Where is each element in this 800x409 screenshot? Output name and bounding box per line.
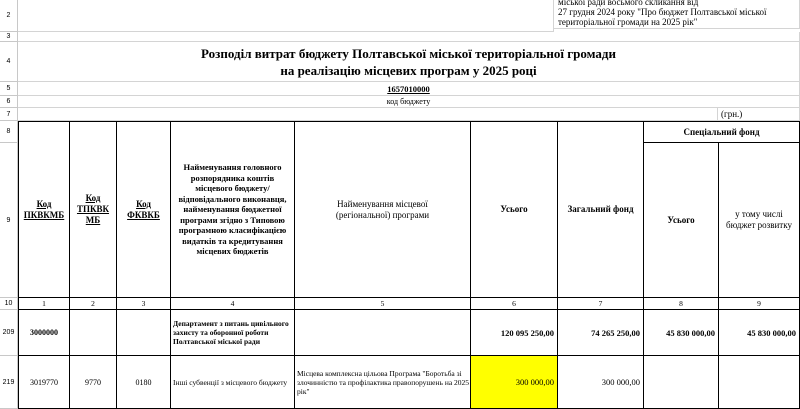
column-number[interactable]: 5 (295, 298, 471, 310)
row-header[interactable]: 219 (0, 356, 18, 409)
column-number[interactable]: 4 (171, 298, 295, 310)
header-manager[interactable]: Найменування головного розпорядника коштів місцевого бюджету/ відповідального виконавця, найменування бюджетної програми згідно з Типовою програмною класифікацією видатків та кредитування місцевих бюджетів (171, 121, 295, 298)
cell-fkvkb[interactable] (117, 310, 171, 356)
cell-manager[interactable]: Департамент з питань цивільного захисту та оборонної роботи Полтавської міської ради (171, 310, 295, 356)
row-header[interactable]: 8 (0, 121, 18, 143)
column-number[interactable]: 2 (70, 298, 117, 310)
empty-cell[interactable] (18, 108, 718, 121)
decree-line: територіальної громади на 2025 рік" (558, 17, 698, 27)
cell-tpkvkmb[interactable]: 9770 (70, 356, 117, 409)
title-line: на реалізацію місцевих програм у 2025 році (280, 62, 537, 78)
cell-program[interactable] (295, 310, 471, 356)
cell-total-highlighted[interactable]: 300 000,00 (471, 356, 558, 409)
header-total[interactable]: Усього (471, 121, 558, 298)
column-number[interactable]: 6 (471, 298, 558, 310)
title-line: Розподіл витрат бюджету Полтавської міської територіальної громади (201, 45, 616, 61)
document-title[interactable] (18, 42, 800, 82)
column-number[interactable]: 9 (719, 298, 800, 310)
cell-tpkvkmb[interactable] (70, 310, 117, 356)
row-header[interactable]: 6 (0, 96, 18, 108)
row-header[interactable]: 4 (0, 42, 18, 82)
empty-cell[interactable] (18, 0, 554, 32)
header-kpkvkmb[interactable]: Код ПКВКМБ (18, 121, 70, 298)
cell-general-fund[interactable]: 300 000,00 (558, 356, 644, 409)
row-header[interactable]: 3 (0, 32, 18, 42)
cell-special-total[interactable]: 45 830 000,00 (644, 310, 719, 356)
decree-text-cell[interactable] (554, 0, 800, 29)
cell-development-budget[interactable]: 45 830 000,00 (719, 310, 800, 356)
decree-line: міської ради восьмого скликання від (558, 0, 699, 7)
column-number[interactable]: 3 (117, 298, 171, 310)
cell-kpkvkmb[interactable]: 3019770 (18, 356, 70, 409)
cell-general-fund[interactable]: 74 265 250,00 (558, 310, 644, 356)
decree-line: 27 грудня 2024 року "Про бюджет Полтавської міської (558, 7, 767, 17)
cell-program[interactable]: Місцева комплексна цільова Програма "Боротьба зі злочинністю та профілактика правопорушень на 2025 рік" (295, 356, 471, 409)
cell-total[interactable]: 120 095 250,00 (471, 310, 558, 356)
cell-development-budget[interactable] (719, 356, 800, 409)
row-header[interactable]: 209 (0, 310, 18, 356)
header-development-budget[interactable]: у тому числі бюджет розвитку (719, 143, 800, 298)
row-header[interactable]: 7 (0, 108, 18, 121)
row-header[interactable]: 5 (0, 82, 18, 96)
column-number[interactable]: 7 (558, 298, 644, 310)
budget-code[interactable]: 1657010000 (18, 82, 800, 96)
header-tpkvkmb[interactable]: Код ТПКВК МБ (70, 121, 117, 298)
currency-note[interactable]: (грн.) (718, 108, 800, 121)
cell-kpkvkmb[interactable]: 3000000 (18, 310, 70, 356)
row-header[interactable]: 10 (0, 298, 18, 310)
header-general-fund[interactable]: Загальний фонд (558, 121, 644, 298)
column-number[interactable]: 1 (18, 298, 70, 310)
header-special-total[interactable]: Усього (644, 143, 719, 298)
row-header[interactable]: 9 (0, 143, 18, 298)
header-special-fund[interactable]: Спеціальний фонд (644, 121, 800, 143)
budget-code-caption[interactable]: код бюджету (18, 96, 800, 108)
cell-fkvkb[interactable]: 0180 (117, 356, 171, 409)
header-program[interactable]: Найменування місцевої (регіональної) програми (295, 121, 471, 298)
empty-row[interactable] (18, 32, 800, 42)
row-header[interactable]: 2 (0, 0, 18, 32)
cell-manager[interactable]: Інші субвенції з місцевого бюджету (171, 356, 295, 409)
cell-special-total[interactable] (644, 356, 719, 409)
column-number[interactable]: 8 (644, 298, 719, 310)
header-fkvkb[interactable]: Код ФКВКБ (117, 121, 171, 298)
